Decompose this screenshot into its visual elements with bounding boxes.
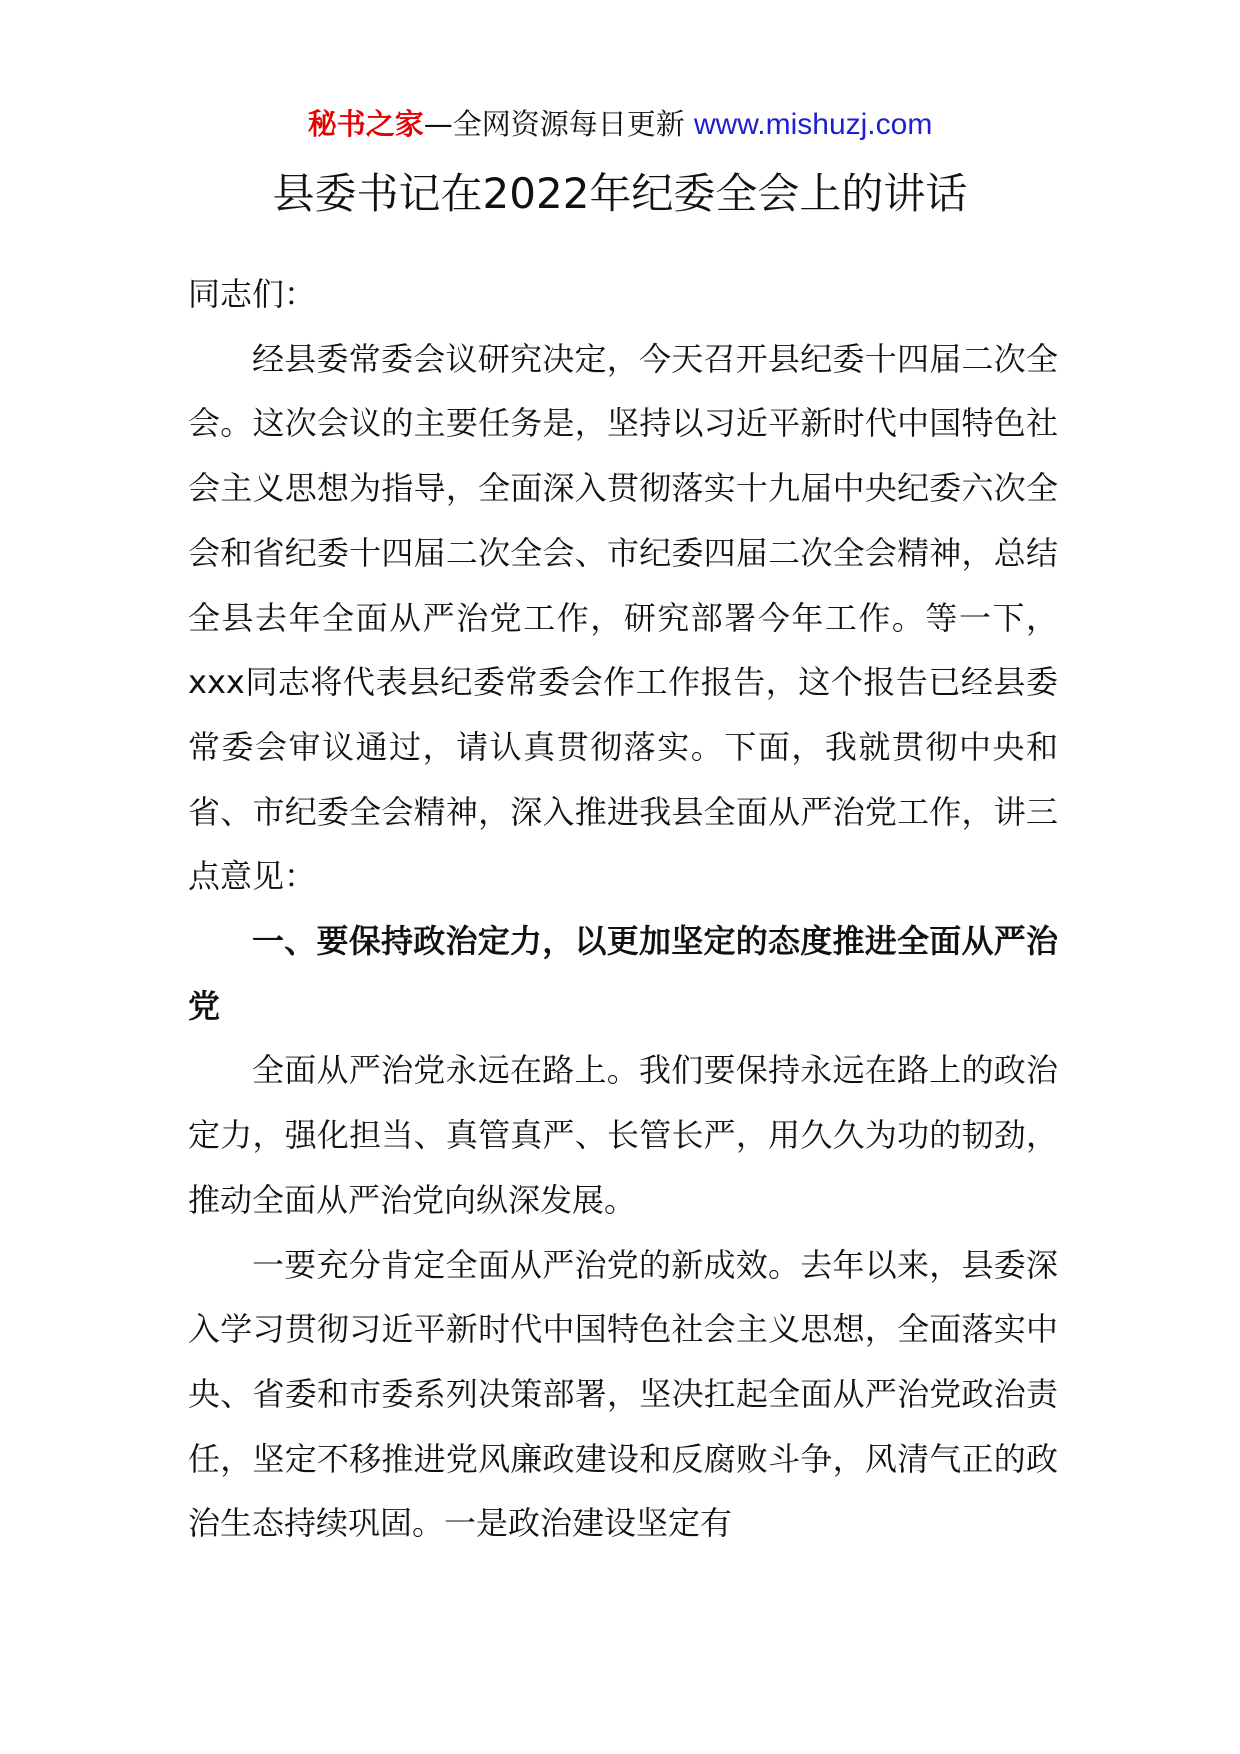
document-body <box>188 262 1058 1556</box>
document-title: 县委书记在2022年纪委全会上的讲话 <box>272 169 968 218</box>
paragraph-section-1-intro: 全面从严治党永远在路上。我们要保持永远在路上的政治定力，强化担当、真管真严、长管长严，用久久为功的韧劲，推动全面从严治党向纵深发展。 <box>188 1051 1058 1219</box>
brand-name: 秘书之家 <box>307 107 424 141</box>
paragraph-achievements: 一要充分肯定全面从严治党的新成效。去年以来，县委深入学习贯彻习近平新时代中国特色社会主义思想，全面落实中央、省委和市委系列决策部署，坚决扛起全面从严治党政治责任，坚定不移推进党风廉政建设和反腐败斗争，风清气正的政治生态持续巩固。一是政治建设坚定有 <box>188 1245 1058 1543</box>
salutation: 同志们： <box>188 275 317 313</box>
paragraph-opening: 经县委常委会议研究决定，今天召开县纪委十四届二次全会。这次会议的主要任务是，坚持以习近平新时代中国特色社会主义思想为指导，全面深入贯彻落实十九届中央纪委六次全会和省纪委十四届二次全会、市纪委四届二次全会精神，总结全县去年全面从严治党工作，研究部署今年工作。等一下，xxx同志将代表县纪委常委会作工作报告，这个报告已经县委常委会审议通过，请认真贯彻落实。下面，我就贯彻中央和省、市纪委全会精神，深入推进我县全面从严治党工作，讲三点意见： <box>188 339 1058 896</box>
site-header <box>0 104 1240 145</box>
site-url-link[interactable]: www.mishuzj.com <box>693 108 933 141</box>
header-slogan: —全网资源每日更新 <box>423 107 685 141</box>
section-heading-1: 一、要保持政治定力，以更加坚定的态度推进全面从严治党 <box>188 922 1058 1025</box>
